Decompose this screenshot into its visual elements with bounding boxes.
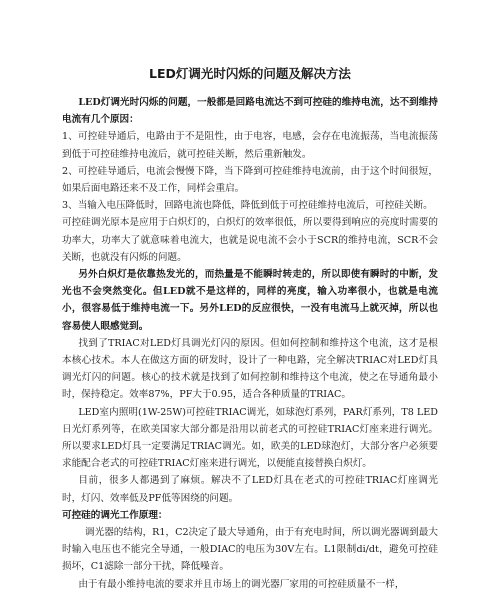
paragraph-reason-2: 2、可控硅导通后，电流会慢慢下降，当下降到可控硅维持电流前，由于这个时间很短，如果后面电路还来不及工作，同样会重启。 (62, 165, 438, 195)
paragraph-current-problems: 目前，很多人都遇到了麻烦。解决不了LED灯具在老式的可控硅TRIAC灯座调光时，灯闪、效率低及PF低等困绕的问题。 (62, 475, 438, 504)
paragraph-reason-3: 3、当输入电压降低时，回路电流也降低，降低到低于可控硅维持电流后，可控硅关断。 (62, 200, 433, 212)
paragraph-dimmer-structure: 调光器的结构，R1，C2决定了最大导通角，由于有充电时间，所以调光器调到最大时输入电压也不能完全导通，一般DIAC的电压为30V左右。L1限制di/dt，避免可控硅损坏，C1滤除一部分干扰，降低噪音。 (62, 527, 438, 573)
paragraph-incandescent: 可控硅调光原本是应用于白炽灯的，白炽灯的效率很低，所以要得到响应的亮度时需要的功率大，功率大了就意味着电流大，也就是说电流不会小于SCR的维持电流，SCR不会关断，也就没有闪烁的问题。 (62, 217, 438, 263)
section-heading-principle: 可控硅的调光工作原理： (62, 509, 168, 521)
paragraph-triac-solution: 找到了TRIAC对LED灯具调光灯闪的原因。但如何控制和维持这个电流，这才是根本核心技术。本人在做这方面的研发时，设计了一种电路，完全解决TRIAC对LED灯具调光灯闪的问题。核心的技术就是找到了如何控制和维持这个电流，使之在导通角最小时，保持稳定。效率87%，PF大于0.95，适合各种质量的TRIAC。 (62, 337, 438, 401)
paragraph-intro: LED灯调光时闪烁的问题，一般都是回路电流达不到可控硅的维持电流，达不到维持电流有几个原因： (62, 97, 438, 126)
paragraph-heat-emission: 另外白炽灯是依靠热发光的，而热量是不能瞬时转走的，所以即使有瞬时的中断，发光也不会突然变化。但LED就不是这样的，同样的亮度，输入功率很小，也就是电流小，很容易低于维持电流一下。另外LED的反应很快，一没有电流马上就灭掉，所以也容易使人眼感觉到。 (62, 269, 438, 332)
paragraph-indoor-lighting: LED室内照明(1W-25W)可控硅TRIAC调光，如球泡灯系列，PAR灯系列，T8 LED日光灯系列等，在欧美国家大部分都是沿用以前老式的可控硅TRIAC灯座来进行调光。所以要求LED灯具一定要满足TRIAC调光。如，欧美的LED球泡灯，大部分客户必须要求能配合老式的可控硅TRIAC灯座来进行调光，以便能直接替换白炽灯。 (62, 406, 438, 470)
paragraph-reason-1: 1、可控硅导通后，电路由于不是阻性，由于电容，电感，会存在电流振荡，当电流振荡到低于可控硅维持电流后，就可控硅关断，然后重新触发。 (62, 131, 438, 160)
document-title: LED灯调光时闪烁的问题及解决方法 (149, 66, 351, 81)
paragraph-holding-current: 由于有最小维持电流的要求并且市场上的调光器厂家用的可控硅质量不一样， (78, 578, 405, 590)
